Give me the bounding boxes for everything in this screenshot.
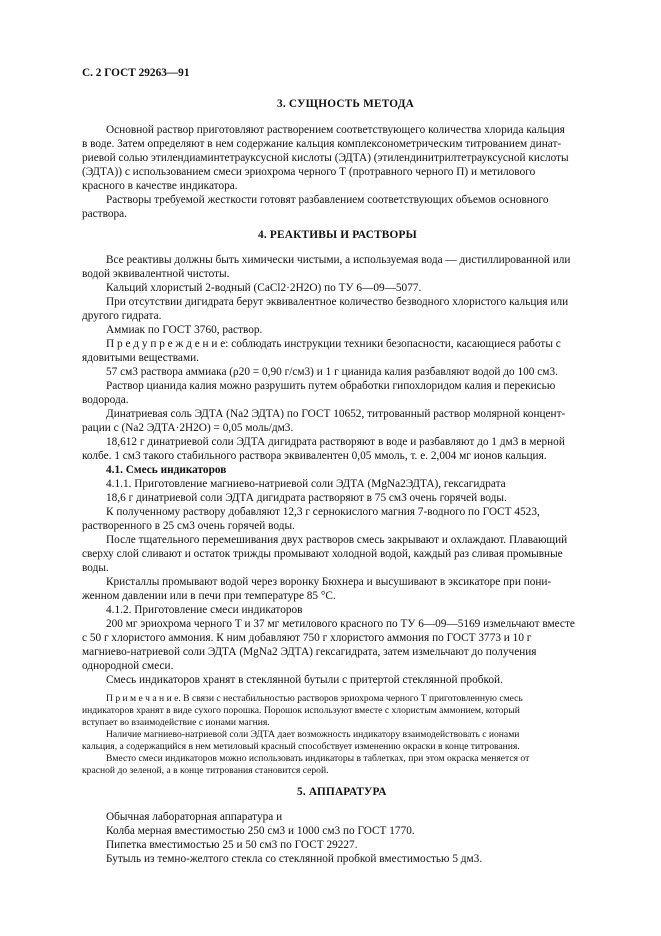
text-line: с 50 г хлористого аммония. К ним добавляют 750 г хлористого аммония по ГОСТ 3773 и 10 г	[82, 632, 532, 644]
text-line: рации с (Na2 ЭДТА·2H2O) = 0,05 моль/дм3.	[82, 422, 294, 434]
text-line: риевой солью этилендиаминтетрауксусной кислоты (ЭДТА) (этилендинитрилтетрауксусной кислоты	[82, 152, 569, 164]
note-line: кальция, а содержащийся в нем метиловый красный способствует изменению окраски в конце титрования.	[82, 741, 520, 752]
text-line: Аммиак по ГОСТ 3760, раствор.	[106, 324, 263, 336]
text-line: К полученному раствору добавляют 12,3 г сернокислого магния 7-водного по ГОСТ 4523,	[106, 506, 540, 518]
note-line: Вместо смеси индикаторов можно использовать индикаторы в таблетках, при этом окраска меняется от	[106, 753, 530, 764]
text-line: 18,6 г динатриевой соли ЭДТА дигидрата растворяют в 75 см3 очень горячей воды.	[106, 492, 507, 504]
note-line: красной до зеленой, а в конце титрования становится серой.	[82, 765, 329, 776]
text-line: ядовитыми веществами.	[82, 352, 199, 364]
text-line: воды.	[82, 562, 109, 574]
text-line: Основной раствор приготовляют растворением соответствующего количества хлорида кальция	[106, 124, 565, 136]
warning-line: П р е д у п р е ж д е н и е: соблюдать инструкции техники безопасности, касающиеся работы с	[106, 338, 561, 350]
section-5-title: 5. АППАРАТУРА	[297, 786, 387, 798]
text-line: колбе. 1 см3 такого стабильного раствора эквивалентен 0,05 ммоль, т. е. 2,004 мг ионов кальция.	[82, 450, 547, 462]
text-line: Все реактивы должны быть химически чистыми, а используемая вода — дистиллированной или	[106, 254, 571, 266]
note-line: индикаторов хранят в виде сухого порошка. Порошок используют вместе с хлористым аммонием, который	[82, 705, 520, 716]
text-line: При отсутствии дигидрата берут эквивалентное количество безводного хлористого кальция или	[106, 296, 569, 308]
subsection-4-1-title: 4.1. Смесь индикаторов	[106, 464, 227, 476]
text-line: Кристаллы промывают водой через воронку Бюхнера и высушивают в эксикаторе при пони-	[106, 576, 552, 588]
text-line: другого гидрата.	[82, 310, 162, 322]
subsection-4-1-2-title: 4.1.2. Приготовление смеси индикаторов	[106, 604, 303, 616]
text-line: Колба мерная вместимостью 250 см3 и 1000 см3 по ГОСТ 1770.	[106, 825, 415, 837]
text-line: раствора.	[82, 208, 128, 220]
text-line: Бутыль из темно-желтого стекла со стеклянной пробкой вместимостью 5 дм3.	[106, 853, 483, 865]
text-line: Динатриевая соль ЭДТА (Na2 ЭДТА) по ГОСТ 10652, титрованный раствор молярной концент-	[106, 408, 566, 420]
text-line: Кальций хлористый 2-водный (CaCl2·2H2O) по ТУ 6—09—5077.	[106, 282, 422, 294]
text-line: Раствор цианида калия можно разрушить путем обработки гипохлоридом калия и перекисью	[106, 380, 556, 392]
text-line: однородной смеси.	[82, 660, 174, 672]
text-line: женном давлении или в печи при температуре 85 °С.	[82, 590, 336, 602]
text-line: сверху слой сливают и остаток трижды промывают холодной водой, каждый раз сливая промывные	[82, 548, 563, 560]
text-line: После тщательного перемешивания двух растворов смесь закрывают и охлаждают. Плавающий	[106, 534, 568, 546]
text-line: Смесь индикаторов хранят в стеклянной бутыли с притертой стеклянной пробкой.	[106, 674, 503, 686]
text-line: растворенного в 25 см3 очень горячей воды.	[82, 520, 295, 532]
note-line: вступает во взаимодействие с ионами магния.	[82, 717, 270, 728]
text-line: в воде. Затем определяют в нем содержание кальция комплексонометрическим титрованием динат-	[82, 138, 562, 150]
section-3-title: 3. СУЩНОСТЬ МЕТОДА	[277, 98, 415, 110]
section-4-title: 4. РЕАКТИВЫ И РАСТВОРЫ	[258, 229, 417, 241]
note-line: П р и м е ч а н и е. В связи с нестабильностью растворов эриохрома черного Т приготовленную смесь	[106, 693, 523, 704]
text-line: Растворы требуемой жесткости готовят разбавлением соответствующих объемов основного	[106, 194, 549, 206]
text-line: 57 см3 раствора аммиака (ρ20 = 0,90 г/см3) и 1 г цианида калия разбавляют водой до 100 см3.	[106, 366, 558, 378]
text-line: 200 мг эриохрома черного Т и 37 мг метилового красного по ТУ 6—09—5169 измельчают вместе	[106, 618, 575, 630]
text-line: Обычная лабораторная аппаратура и	[106, 811, 283, 823]
text-line: 18,612 г динатриевой соли ЭДТА дигидрата растворяют в воде и разбавляют до 1 дм3 в мерной	[106, 436, 565, 448]
page-header: С. 2 ГОСТ 29263—91	[82, 67, 190, 79]
text-line: (ЭДТА)) с использованием смеси эриохрома черного Т (протравного черного П) и метилового	[82, 166, 536, 178]
text-line: красного в качестве индикатора.	[82, 180, 238, 192]
note-line: Наличие магниево-натриевой соли ЭДТА дает возможность индикатору взаимодействовать с ионами	[106, 729, 520, 740]
text-line: водой эквивалентной чистоты.	[82, 268, 230, 280]
text-line: водорода.	[82, 394, 129, 406]
text-line: Пипетка вместимостью 25 и 50 см3 по ГОСТ 29227.	[106, 839, 358, 851]
subsection-4-1-1-title: 4.1.1. Приготовление магниево-натриевой соли ЭДТА (MgNa2ЭДТА), гексагидрата	[106, 478, 506, 490]
text-line: магниево-натриевой соли ЭДТА (MgNa2 ЭДТА) гексагидрата, затем измельчают до получения	[82, 646, 537, 658]
